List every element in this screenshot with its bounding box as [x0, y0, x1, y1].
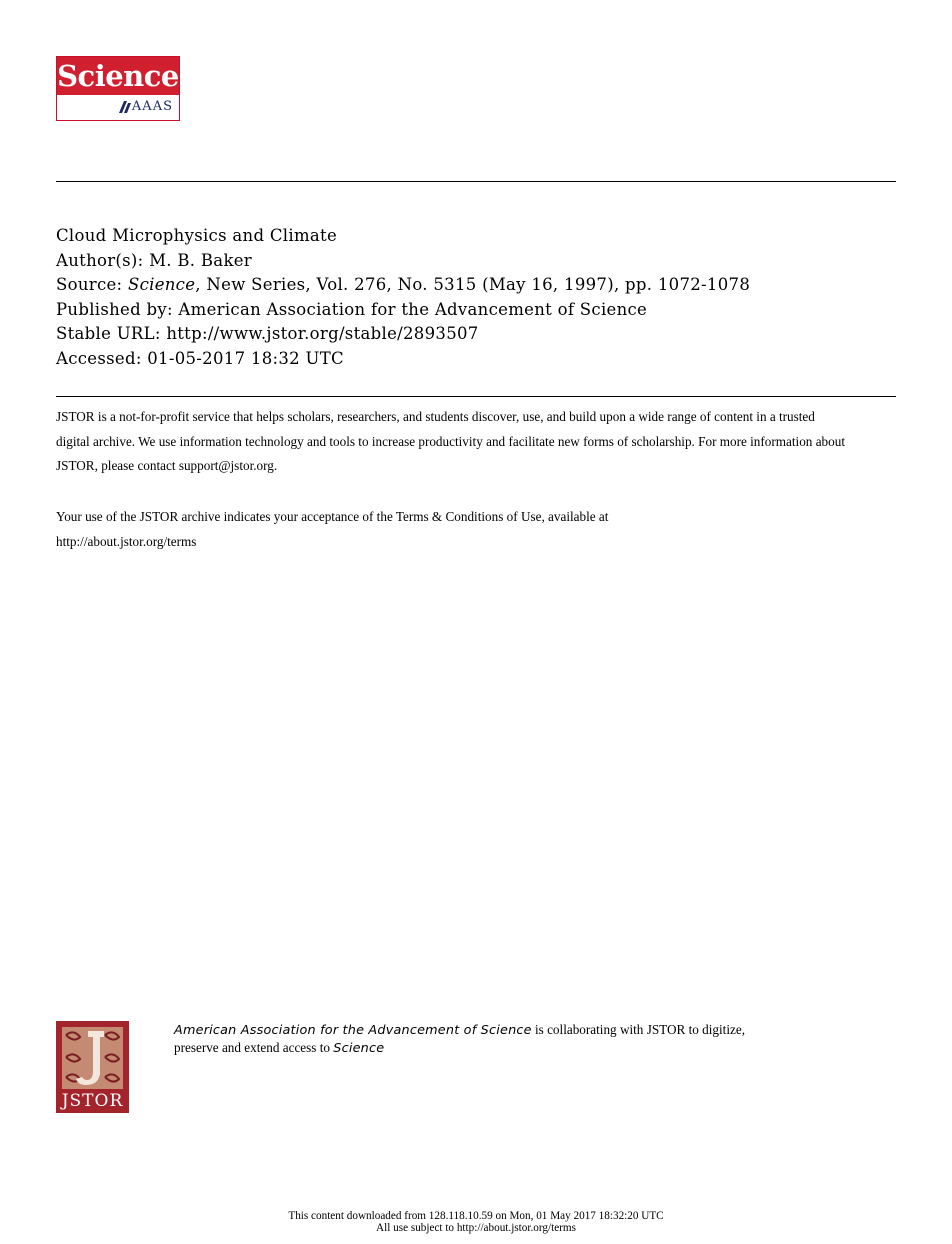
collaboration-statement: American Association for the Advancement of Science is collaborating with JSTOR to digitize, preserve and extend access to Science: [174, 1022, 745, 1056]
jstor-ornament-icon: [62, 1027, 123, 1089]
accessed-line: Accessed: 01-05-2017 18:32 UTC: [56, 348, 344, 368]
author-line: Author(s): M. B. Baker: [56, 250, 252, 270]
aaas-wordmark: AAAS: [131, 99, 173, 114]
citation-block: [56, 224, 906, 372]
author-name: M. B. Baker: [149, 250, 252, 270]
bottom-divider: [56, 396, 896, 397]
terms-link[interactable]: http://about.jstor.org/terms: [56, 533, 197, 549]
science-aaas-logo: [56, 56, 180, 121]
article-title: Cloud Microphysics and Climate: [56, 226, 338, 245]
source-line: Source: Science, New Series, Vol. 276, No. 5315 (May 16, 1997), pp. 1072-1078: [56, 275, 751, 295]
publisher-name: American Association for the Advancement of Science: [174, 1023, 532, 1038]
journal-name: Science: [127, 275, 196, 295]
download-footer: This content downloaded from 128.118.10.59 on Mon, 01 May 2017 18:32:20 UTC All use subject to http://about.jstor.org/terms: [288, 1210, 664, 1234]
terms-notice: Your use of the JSTOR archive indicates your acceptance of the Terms & Conditions of Use, available at http://about.jstor.org/terms: [56, 505, 906, 554]
aaas-mark-icon: [119, 101, 133, 113]
science-wordmark: Science: [57, 59, 179, 93]
top-divider: [56, 181, 896, 182]
stable-url-link[interactable]: http://www.jstor.org/stable/2893507: [166, 324, 479, 344]
jstor-notice: JSTOR is a not-for-profit service that helps scholars, researchers, and students discover, use, and build upon a wide range of content in a trusted digital archive. We use information technology and tools to increase productivity and facilitate new forms of scholarship. For more information about JSTOR, please contact support@jstor.org.: [56, 409, 846, 474]
journal-name-collab: Science: [333, 1041, 385, 1056]
stable-url-line: Stable URL: http://www.jstor.org/stable/2893507: [56, 324, 479, 344]
jstor-wordmark: JSTOR: [61, 1091, 124, 1111]
publisher-line: Published by: American Association for the Advancement of Science: [56, 299, 648, 319]
jstor-logo: [56, 1021, 129, 1113]
